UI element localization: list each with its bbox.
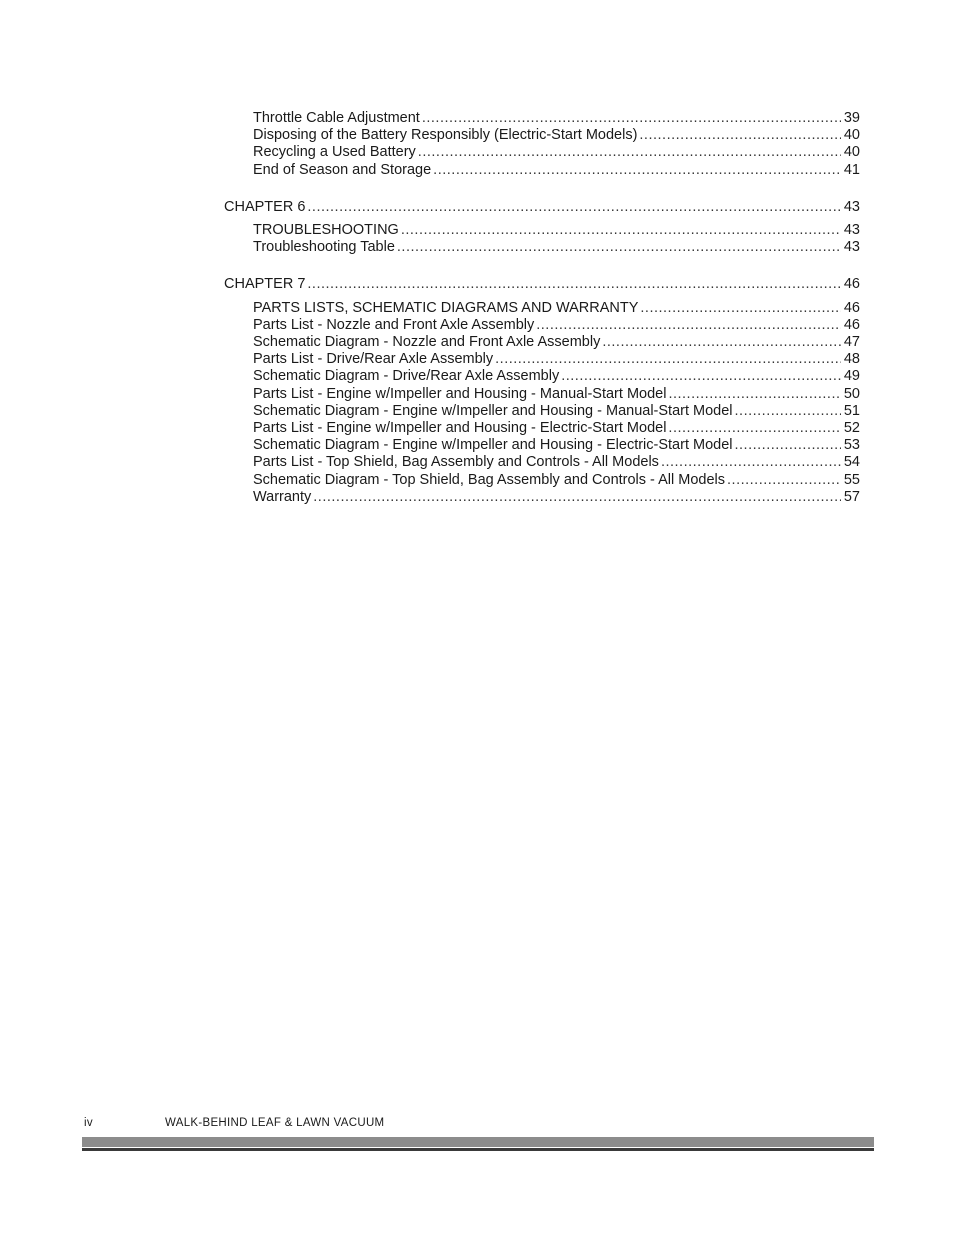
toc-dot-leader	[536, 317, 841, 334]
toc-entry-title: Parts List - Nozzle and Front Axle Assembly	[253, 316, 535, 333]
toc-entry-title: Schematic Diagram - Engine w/Impeller and Housing - Manual-Start Model	[253, 402, 733, 419]
toc-entry[interactable]	[224, 317, 860, 334]
toc-entry-page: 55	[843, 471, 860, 488]
toc-entry-title: Throttle Cable Adjustment	[253, 110, 420, 126]
toc-entry[interactable]	[224, 454, 860, 471]
toc-entry-page: 40	[843, 127, 860, 144]
toc-entry-title: Parts List - Engine w/Impeller and Housing - Manual-Start Model	[253, 385, 667, 402]
toc-dot-leader	[602, 334, 841, 351]
toc-entry-page: 50	[843, 385, 860, 402]
toc-entry[interactable]	[224, 144, 860, 161]
table-of-contents	[224, 110, 860, 506]
toc-entry-page: 52	[843, 420, 860, 437]
toc-entry-page: 47	[843, 334, 860, 351]
toc-entry-title: Schematic Diagram - Nozzle and Front Axle Assembly	[253, 334, 601, 351]
toc-entry[interactable]	[224, 162, 860, 179]
toc-entry[interactable]	[224, 351, 860, 368]
toc-entry-title: PARTS LISTS, SCHEMATIC DIAGRAMS AND WARRANTY	[253, 299, 639, 316]
toc-entry-title: Troubleshooting Table	[253, 239, 395, 256]
toc-entry-title: Parts List - Engine w/Impeller and Housing - Electric-Start Model	[253, 420, 667, 437]
toc-entry-page: 54	[843, 454, 860, 471]
toc-entry-page: 48	[843, 351, 860, 368]
toc-entry[interactable]	[224, 334, 860, 351]
toc-entry-page: 46	[843, 316, 860, 333]
toc-dot-leader	[397, 239, 841, 256]
toc-entry-page: 46	[843, 299, 860, 316]
toc-chapter-entry[interactable]	[224, 199, 860, 216]
toc-entry-page: 57	[843, 488, 860, 505]
toc-entry-title: Warranty	[253, 488, 312, 505]
toc-entry[interactable]	[224, 437, 860, 454]
toc-entry-title: Recycling a Used Battery	[253, 144, 416, 161]
toc-dot-leader	[307, 276, 840, 293]
toc-entry-title: Disposing of the Battery Responsibly (Electric-Start Models)	[253, 127, 638, 144]
toc-entry[interactable]	[224, 300, 860, 317]
toc-dot-leader	[418, 144, 841, 161]
toc-dot-leader	[401, 222, 841, 239]
toc-chapter-entry[interactable]	[224, 276, 860, 293]
toc-dot-leader	[422, 110, 841, 127]
toc-entry-page: 53	[843, 437, 860, 454]
footer-page-number: iv	[84, 1117, 93, 1129]
toc-entry-title: Schematic Diagram - Engine w/Impeller and Housing - Electric-Start Model	[253, 437, 733, 454]
toc-entry-page: 43	[843, 239, 860, 256]
toc-entry-page: 49	[843, 368, 860, 385]
toc-dot-leader	[495, 351, 841, 368]
toc-entry-page: 41	[843, 161, 860, 178]
toc-entry-title: Schematic Diagram - Drive/Rear Axle Assembly	[253, 368, 560, 385]
toc-entry[interactable]	[224, 110, 860, 127]
toc-entry-title: CHAPTER 6	[224, 198, 306, 215]
toc-dot-leader	[661, 454, 841, 471]
toc-entry-page: 46	[843, 276, 860, 293]
toc-dot-leader	[307, 199, 840, 216]
toc-entry[interactable]	[224, 368, 860, 385]
toc-entry-title: Parts List - Top Shield, Bag Assembly and Controls - All Models	[253, 454, 659, 471]
toc-entry[interactable]	[224, 472, 860, 489]
toc-entry-page: 43	[843, 222, 860, 239]
toc-dot-leader	[735, 437, 841, 454]
toc-entry-title: TROUBLESHOOTING	[253, 222, 399, 239]
toc-entry[interactable]	[224, 239, 860, 256]
toc-entry-page: 51	[843, 402, 860, 419]
toc-dot-leader	[668, 420, 840, 437]
footer-rule-thick	[82, 1137, 874, 1147]
toc-dot-leader	[639, 127, 840, 144]
toc-entry[interactable]	[224, 386, 860, 403]
toc-dot-leader	[735, 403, 841, 420]
toc-entry[interactable]	[224, 222, 860, 239]
toc-entry-page: 43	[843, 198, 860, 215]
toc-entry[interactable]	[224, 489, 860, 506]
toc-entry-page: 39	[843, 110, 860, 126]
toc-entry-title: Parts List - Drive/Rear Axle Assembly	[253, 351, 494, 368]
toc-dot-leader	[640, 300, 840, 317]
toc-entry[interactable]	[224, 127, 860, 144]
toc-dot-leader	[727, 472, 841, 489]
toc-dot-leader	[313, 489, 841, 506]
footer-rule-thin	[82, 1148, 874, 1151]
toc-dot-leader	[668, 386, 840, 403]
toc-entry[interactable]	[224, 420, 860, 437]
toc-entry-page: 40	[843, 144, 860, 161]
toc-entry[interactable]	[224, 403, 860, 420]
toc-dot-leader	[433, 162, 841, 179]
toc-entry-title: Schematic Diagram - Top Shield, Bag Assembly and Controls - All Models	[253, 471, 726, 488]
footer-title: WALK-BEHIND LEAF & LAWN VACUUM	[165, 1117, 385, 1129]
toc-entry-title: End of Season and Storage	[253, 161, 432, 178]
toc-dot-leader	[561, 368, 841, 385]
toc-entry-title: CHAPTER 7	[224, 276, 306, 293]
